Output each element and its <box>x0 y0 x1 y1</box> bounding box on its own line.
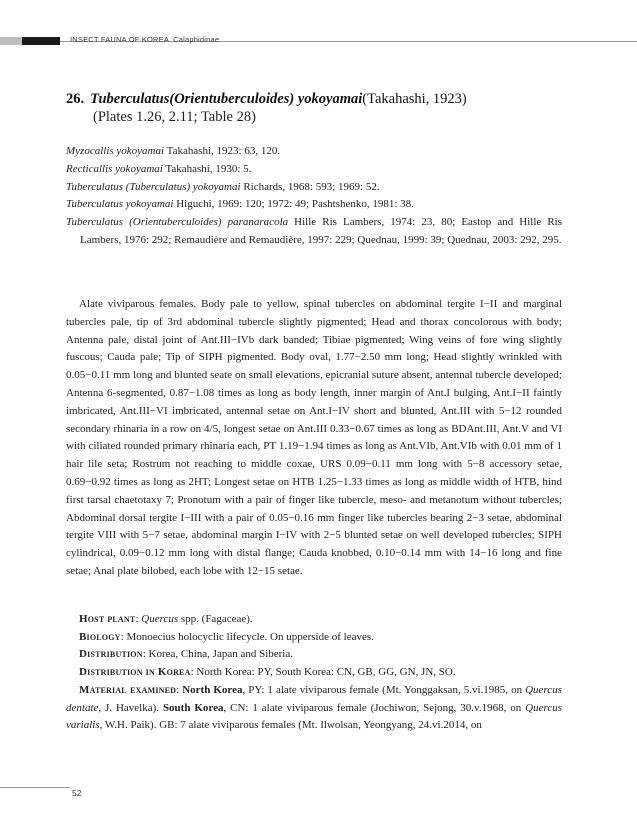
species-genus: Tuberculatus <box>90 91 170 107</box>
material-north-korea: North Korea <box>182 683 243 696</box>
header-bar-black <box>22 37 60 45</box>
distribution-text: Korea, China, Japan and Siberia. <box>145 648 293 661</box>
distribution-paragraph: Distribution: Korea, China, Japan and Siberia. <box>79 648 293 661</box>
distribution-korea-text: North Korea: PY, South Korea: CN, GB, GG, GN, JN, SO. <box>193 666 456 679</box>
running-header-book: INSECT FAUNA OF KOREA <box>70 35 170 44</box>
material-plant-1: Quercus dentate <box>66 683 562 714</box>
synonym-name: Tuberculatus yokoyamai <box>66 198 174 211</box>
material-label: Material examined <box>79 683 177 696</box>
species-title <box>66 90 467 109</box>
synonym-ref: Takahashi, 1930: 5. <box>162 162 252 175</box>
morphology-description: Alate viviparous females. Body pale to yellow, spinal tubercles on abdominal tergite I−II and marginal tubercles pale, tip of 3rd abdominal tubercle slightly pigmented; Head and thorax concolorous with body; Antenna pale, distal joint of Ant.III−IVb dark banded; Tibiae pigmented; Wing veins of fore wing slightly fuscous; Cauda pale; Tip of SIPH pigmented. Body oval, 1.77−2.50 mm long; Head slightly wrinkled with 0.05−0.11 mm long and blunted seate on small elevations, epicranial suture absent, antennal tubercle developed; Antenna 6-segmented, 0.87−1.08 times as long as body length, inner margin of Ant.I bulging, Ant.I−II faintly imbricated, Ant.III−VI imbricated, antennal setae on Ant.I−IV short and blunted, Ant.III with 5−12 rounded secondary rhinaria in a row on 4/5, longest setae on Ant.III 0.33−0.67 times as long as BDAnt.III, Ant.V and VI with ciliated rounded primary rhinaria each, PT 1.19−1.94 times as long as Ant.VIb, Ant.VIb with 0.01 mm of 1 hair lile seta; Rostrum not reaching to middle coxae, URS 0.09−0.11 mm long with 5−8 accessory setae, 0.69−0.92 times as long as 2HT; Longest setae on HTB 1.25−1.33 times as long as middle width of HTB, hind first tarsal chaetotaxy 7; Pronotum with a pair of finger like tubercle, meso- and metanotum without tubercles; Abdominal dorsal tergite I−III with a pair of 0.05−0.16 mm finger like tubercles bearing 2−3 setae, abdominal tergite VIII with 5−7 setae, abdominal margin I−IV with 2−5 blunted setae on well developed tubercles; SIPH cylindrical, 0.09−0.12 mm long with distal flange; Cauda knobbed, 0.10−0.14 mm with 14−16 long and fine setae; Anal plate bilobed, each lobe with 12−15 setae. <box>66 298 562 577</box>
material-text-4: , W.H. Paik). GB: 7 alate viviparous females (Mt. Ilwolsan, Yeongyang, 24.vi.2014, on <box>99 719 482 732</box>
host-plant-genus: Quercus <box>141 613 179 625</box>
biology-text: Monoecius holocyclic lifecycle. On upperside of leaves. <box>123 630 374 643</box>
distribution-korea-label: Distribution in Korea <box>79 666 191 679</box>
distribution-label: Distribution <box>79 648 143 661</box>
species-number: 26. <box>66 91 85 107</box>
footer-rule <box>0 787 70 788</box>
synonym-ref: Richards, 1968: 593; 1969: 52. <box>240 180 380 193</box>
synonym-ref: Takahashi, 1923: 63, 120. <box>164 145 281 157</box>
species-subgenus: (Orientuberculoides) <box>169 91 295 107</box>
biology-label: Biology <box>79 630 121 643</box>
synonym-name: Recticallis yokoyamai <box>66 162 163 175</box>
distribution-korea-paragraph: Distribution in Korea: North Korea: PY, South Korea: CN, GB, GG, GN, JN, SO. <box>79 666 456 679</box>
host-plant-text: spp. (Fagaceae). <box>178 613 253 625</box>
synonym-name: Tuberculatus (Tuberculatus) yokoyamai <box>66 180 241 193</box>
species-details <box>66 611 562 735</box>
material-plant-2: Quercus varialis <box>66 701 563 732</box>
synonym-item <box>66 161 562 179</box>
material-text-1: , PY: 1 alate viviparous female (Mt. Yonggaksan, 5.vi.1985, on <box>242 683 526 696</box>
species-epithet: yokoyamai <box>297 91 363 107</box>
synonym-ref: Higuchi, 1969: 120; 1972: 49; Pashtshenko, 1981: 38. <box>173 198 414 211</box>
header-bar-grey <box>0 37 22 45</box>
synonym-item <box>66 179 562 197</box>
host-plant-label: Host plant <box>79 613 136 625</box>
species-plates: (Plates 1.26, 2.11; Table 28) <box>93 109 256 125</box>
host-plant-paragraph: Host plant: Quercus spp. (Fagaceae). <box>79 613 253 625</box>
page-number: 52 <box>72 788 82 798</box>
synonym-name: Myzocallis yokoyamai <box>66 145 165 157</box>
material-text-2: , J. Havelka). <box>98 701 163 714</box>
synonym-item <box>66 143 562 161</box>
synonym-name: Tuberculatus (Orientuberculoides) paranaracola <box>66 216 289 229</box>
material-paragraph: Material examined: North Korea, PY: 1 alate viviparous female (Mt. Yonggaksan, 5.vi.1985, on Quercus dentate, J. Havelka). South Korea, CN: 1 alate viviparous female (Jochiwon, Sejong, 30.v.1968, on Quercus varialis, W.H. Paik). GB: 7 alate viviparous females (Mt. Ilwolsan, Yeongyang, 24.vi.2014, on <box>66 683 563 732</box>
synonym-item <box>66 214 562 250</box>
synonym-item <box>66 196 562 214</box>
material-text-3: , CN: 1 alate viviparous female (Jochiwon, Sejong, 30.v.1968, on <box>223 701 526 714</box>
material-south-korea: South Korea <box>162 701 224 714</box>
biology-paragraph: Biology: Monoecius holocyclic lifecycle. On upperside of leaves. <box>79 630 374 643</box>
running-header-subfamily: Calaphidinae <box>173 35 220 44</box>
synonym-ref: Hille Ris Lambers, 1974: 23, 80; Eastop and Hille Ris Lambers, 1976: 292; Remaudière and Remaudière, 1997: 229; Quednau, 1999: 39; Quednau, 2003: 292, 295. <box>80 216 562 246</box>
running-header <box>70 35 219 44</box>
species-author: (Takahashi, 1923) <box>362 91 467 107</box>
synonym-list <box>66 143 562 250</box>
